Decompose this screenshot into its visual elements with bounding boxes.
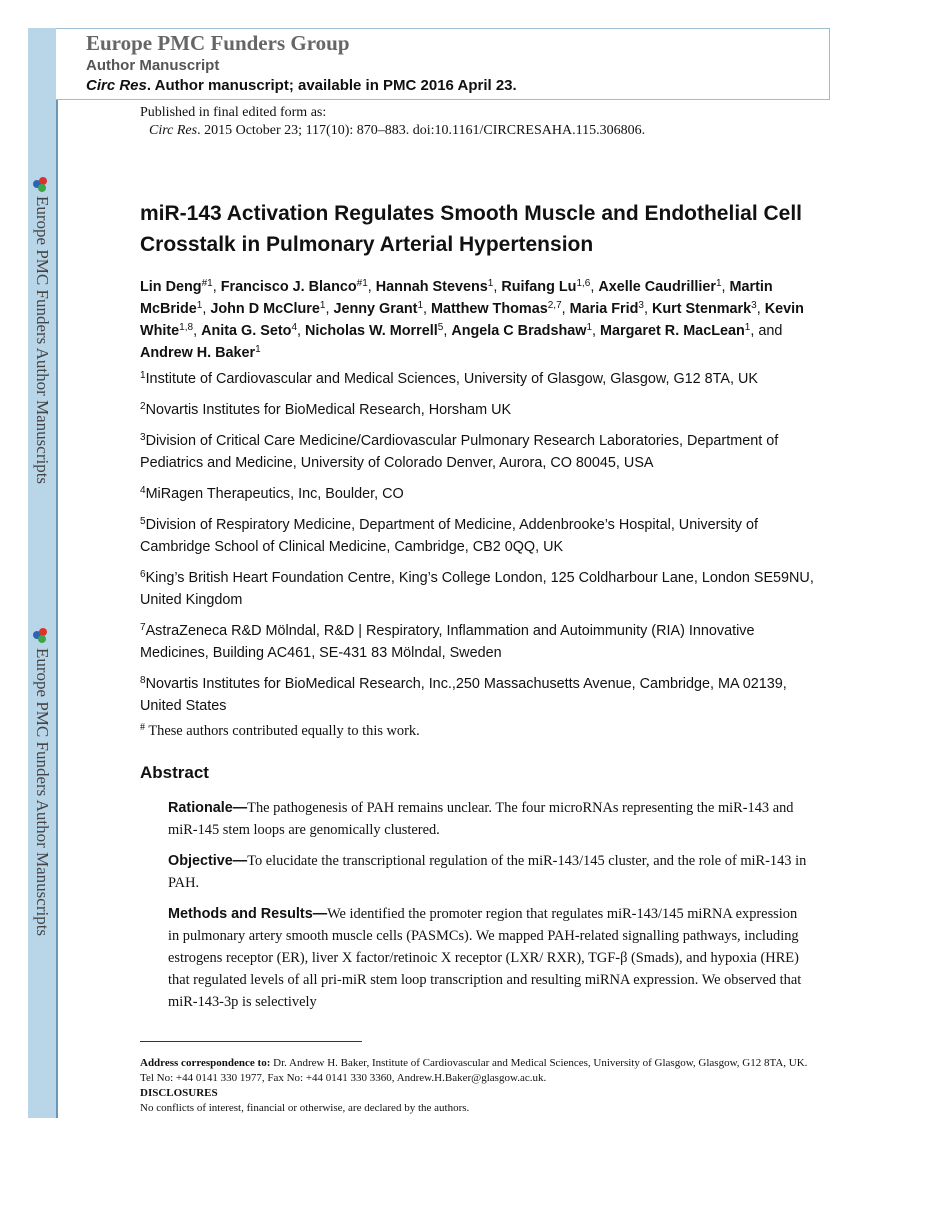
abstract-heading: Abstract: [140, 763, 209, 782]
author-name: Hannah Stevens: [375, 279, 488, 295]
author-name: Kurt Stenmark: [651, 301, 752, 317]
author-separator: ,: [367, 279, 376, 295]
author: [652, 301, 765, 317]
sidebar-label-bottom: Europe PMC Funders Author Manuscripts: [33, 648, 52, 937]
published-label: Published in final edited form as:: [140, 105, 327, 120]
author: [431, 301, 570, 317]
disclosures-heading: DISCLOSURES: [140, 1087, 218, 1099]
abstract-body: [168, 797, 808, 1022]
footnote-divider: [140, 1041, 362, 1042]
abstract-section-label: Methods and Results—: [168, 906, 328, 922]
author-affiliation-mark: 1: [586, 322, 593, 333]
author-name: Margaret R. MacLean: [600, 323, 745, 339]
author: [598, 279, 729, 295]
author-affiliation-mark: #1: [201, 278, 213, 289]
author-affiliation-mark: 1: [715, 278, 722, 289]
abstract-section: [168, 850, 808, 894]
author-separator: ,: [493, 279, 502, 295]
affiliation-number: 6: [140, 569, 146, 580]
manuscript-header: [56, 28, 830, 100]
author-separator: ,: [643, 301, 652, 317]
author-affiliation-mark: 3: [751, 300, 757, 311]
author-name: Andrew H. Baker: [140, 345, 256, 361]
citation-details: . 2015 October 23; 117(10): 870–883. doi:10.1161/CIRCRESAHA.115.306806.: [197, 123, 646, 138]
affiliation: [140, 368, 825, 390]
disclosures-label: [140, 1086, 820, 1101]
article-title: miR-143 Activation Regulates Smooth Muscle and Endothelial Cell Crosstalk in Pulmonary Arterial Hypertension: [140, 202, 803, 256]
affiliation-number: 7: [140, 622, 146, 633]
author-separator: ,: [325, 301, 334, 317]
author-affiliation-mark: 1: [417, 300, 423, 311]
abstract-section-text: To elucidate the transcriptional regulation of the miR-143/145 cluster, and the role of miR-143 in PAH.: [168, 853, 807, 891]
availability-text: . Author manuscript; available in PMC 2016 April 23.: [146, 77, 517, 94]
author-affiliation-mark: 1,8: [179, 322, 194, 333]
abstract-section: [168, 903, 808, 1013]
correspondence-text: Dr. Andrew H. Baker, Institute of Cardiovascular and Medical Sciences, University of Glasgow, Glasgow, G12 8TA, UK. Tel No: +44 0141 330 1977, Fax No: +44 0141 330 3360, Andrew.H.Baker@glasgow.ac.uk.: [140, 1057, 808, 1084]
author-separator: , and: [750, 323, 783, 339]
sidebar-label-top: Europe PMC Funders Author Manuscripts: [33, 196, 52, 485]
affiliation-text: AstraZeneca R&D Mölndal, R&D | Respiratory, Inflammation and Autoimmunity (RIA) Innovative Medicines, Building AC461, SE-431 83 Mölndal, Sweden: [140, 623, 755, 661]
author-separator: ,: [590, 279, 599, 295]
author: [600, 323, 782, 339]
author-separator: ,: [756, 301, 765, 317]
affiliation-number: 1: [140, 370, 146, 381]
author: [451, 323, 600, 339]
equal-contribution-note: [140, 723, 420, 740]
author: [210, 301, 333, 317]
author-affiliation-mark: 3: [638, 300, 644, 311]
published-info: [140, 104, 645, 140]
author: [140, 345, 261, 361]
affiliation-number: 2: [140, 401, 146, 412]
abstract-section-label: Rationale—: [168, 800, 248, 816]
author-affiliation-mark: 1: [255, 344, 261, 355]
affiliation: [140, 673, 825, 717]
author-name: Angela C Bradshaw: [451, 323, 587, 339]
affiliation-text: Novartis Institutes for BioMedical Research, Inc.,250 Massachusetts Avenue, Cambridge, MA 02139, United States: [140, 676, 787, 714]
author-separator: ,: [212, 279, 221, 295]
author-name: Maria Frid: [569, 301, 639, 317]
journal-name: Circ Res: [86, 77, 147, 94]
author-separator: ,: [423, 301, 431, 317]
affiliation-text: MiRagen Therapeutics, Inc, Boulder, CO: [145, 486, 404, 502]
author: [501, 279, 598, 295]
footnotes: [140, 1056, 820, 1116]
author-name: Nicholas W. Morrell: [305, 323, 438, 339]
author: [221, 279, 376, 295]
author-affiliation-mark: 1: [487, 278, 494, 289]
affiliation-number: 4: [140, 485, 146, 496]
affiliation-number: 3: [140, 432, 146, 443]
funders-group: Europe PMC Funders Group: [86, 31, 350, 55]
author-list: [140, 276, 820, 364]
abstract-section-text: We identified the promoter region that regulates miR-143/145 miRNA expression in pulmonary artery smooth muscle cells (PASMCs). We mapped PAH-related signalling pathways, including estrogens receptor (ER), liver X factor/retinoic X receptor (LXR/ RXR), TGF-β (Smads), and hypoxia (HRE) that regulated levels of all pri-miR stem loop transcription and resulting miRNA expression. We observed that miR-143-3p is selectively: [168, 906, 802, 1010]
author-name: Kevin White: [140, 301, 804, 339]
affiliation: [140, 567, 825, 611]
author: [305, 323, 451, 339]
abstract-section-label: Objective—: [168, 853, 248, 869]
disclosures-text: No conflicts of interest, financial or otherwise, are declared by the authors.: [140, 1102, 470, 1114]
author-separator: ,: [297, 323, 305, 339]
affiliation: [140, 483, 825, 505]
author: [333, 301, 431, 317]
correspondence: [140, 1056, 820, 1086]
author-name: Anita G. Seto: [201, 323, 292, 339]
author-name: Jenny Grant: [333, 301, 418, 317]
author-name: John D McClure: [210, 301, 320, 317]
author-separator: ,: [193, 323, 202, 339]
author-manuscript-label: Author Manuscript: [86, 57, 220, 74]
affiliation-text: Novartis Institutes for BioMedical Research, Horsham UK: [145, 402, 512, 418]
citation: [140, 122, 645, 140]
contrib-text: These authors contributed equally to this work.: [145, 723, 420, 739]
author-affiliation-mark: 5: [437, 322, 444, 333]
contrib-mark: #: [140, 722, 145, 733]
author-separator: ,: [443, 323, 452, 339]
affiliation-list: [140, 368, 825, 726]
affiliation: [140, 514, 825, 558]
author-affiliation-mark: 1: [196, 300, 203, 311]
author-separator: ,: [202, 301, 211, 317]
author-affiliation-mark: 1: [319, 300, 326, 311]
author-separator: ,: [721, 279, 730, 295]
affiliation-number: 8: [140, 675, 146, 686]
author-name: Francisco J. Blanco: [220, 279, 357, 295]
author-affiliation-mark: 1: [744, 322, 751, 333]
affiliation-text: Division of Critical Care Medicine/Cardiovascular Pulmonary Research Laboratories, Department of Pediatrics and Medicine, University of Colorado Denver, Aurora, CO 80045, USA: [140, 433, 779, 471]
affiliation: [140, 620, 825, 664]
author: [376, 279, 502, 295]
citation-journal: Circ Res: [149, 123, 198, 138]
abstract-section: [168, 797, 808, 841]
author-separator: ,: [592, 323, 601, 339]
affiliation-text: King’s British Heart Foundation Centre, King’s College London, 125 Coldharbour Lane, London SE59NU, United Kingdom: [140, 570, 814, 608]
abstract-section-text: The pathogenesis of PAH remains unclear. The four microRNAs representing the miR-143 and miR-145 stem loops are genomically clustered.: [168, 800, 794, 838]
affiliation-number: 5: [140, 516, 146, 527]
author-name: Martin McBride: [140, 279, 773, 317]
affiliation: [140, 399, 825, 421]
author: [570, 301, 652, 317]
author-affiliation-mark: #1: [356, 278, 368, 289]
author-affiliation-mark: 4: [291, 322, 297, 333]
europe-pmc-logo-icon: [33, 177, 49, 193]
europe-pmc-logo-icon: [33, 628, 49, 644]
availability-line: [86, 77, 517, 94]
author: [201, 323, 305, 339]
author-name: Matthew Thomas: [431, 301, 548, 317]
author-affiliation-mark: 2,7: [547, 300, 562, 311]
author-name: Axelle Caudrillier: [598, 279, 716, 295]
author: [140, 279, 221, 295]
correspondence-label: Address correspondence to:: [140, 1057, 271, 1069]
author-affiliation-mark: 1,6: [576, 278, 591, 289]
author-separator: ,: [561, 301, 570, 317]
affiliation: [140, 430, 825, 474]
affiliation-text: Division of Respiratory Medicine, Department of Medicine, Addenbrooke’s Hospital, University of Cambridge School of Clinical Medicine, Cambridge, CB2 0QQ, UK: [140, 517, 758, 555]
author-name: Ruifang Lu: [501, 279, 577, 295]
author-name: Lin Deng: [140, 279, 202, 295]
affiliation-text: Institute of Cardiovascular and Medical Sciences, University of Glasgow, Glasgow, G12 8TA, UK: [145, 371, 758, 387]
